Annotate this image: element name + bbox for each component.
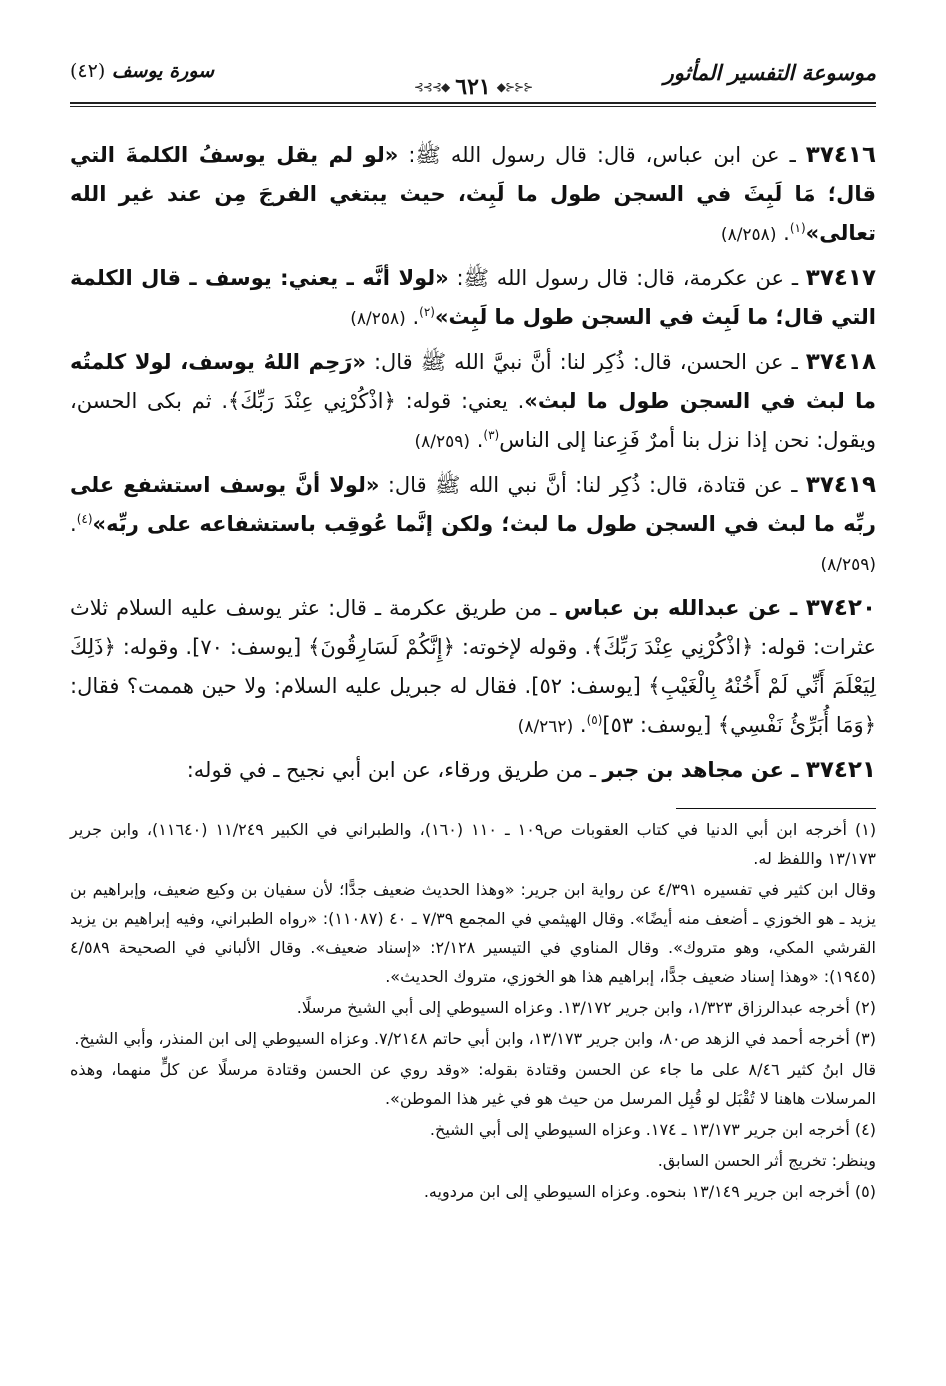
header-rule	[70, 102, 876, 104]
entry-text: . ثم بكى الحسن، ويقول: نحن إذا نزل بنا أمرٌ فَزِعنا إلى الناس	[70, 389, 876, 452]
volume-ref: (٨/٢٥٩)	[820, 555, 876, 575]
entry-number: ٣٧٤١٦	[805, 142, 876, 168]
punct: .	[70, 512, 77, 536]
footnote-5: (٥) أخرجه ابن جرير ١٣/١٤٩ بنحوه. وعزاه السيوطي إلى ابن مردويه.	[423, 1182, 876, 1201]
volume-ref: (٨/٢٥٨)	[350, 309, 406, 329]
footnote-3: (٣) أخرجه أحمد في الزهد ص٨٠، وابن جرير ١٣/١٧٣، وابن أبي حاتم ٧/٢١٤٨. وعزاه السيوطي إلى ابن المنذر، وأبي الشيخ.	[74, 1029, 876, 1048]
footnote-4: (٤) أخرجه ابن جرير ١٣/١٧٣ ـ ١٧٤. وعزاه السيوطي إلى أبي الشيخ.	[429, 1120, 876, 1139]
ornament-right-icon: ◆⊱⊱⊱	[496, 80, 533, 94]
entry-37416	[70, 136, 876, 255]
footnote-3-comment: قال ابنُ كثير ٨/٤٦ على ما جاء عن الحسن وقتادة بقوله: «وقد روي عن الحسن وقتادة مرسلًا عن كلٍّ منهما، وهذه المرسلات هاهنا لا تُقْبَل لو قُبِل المرسل من حيث هو في غير هذا الموطن».	[70, 1060, 876, 1108]
punct: .	[579, 713, 587, 737]
ornament-left-icon: ⊰⊰⊰◆	[413, 80, 450, 94]
quran-citation: [يوسف: ٥٢]	[531, 674, 649, 698]
footnote-1-comment: وقال ابن كثير في تفسيره ٤/٣٩١ عن رواية ابن جرير: «وهذا الحديث ضعيف جدًّا؛ لأن سفيان بن وكيع ضعيف، وإبراهيم بن يزيد ـ هو الخوزي ـ أضعف منه أيضًا». وقال الهيثمي في المجمع ٧/٣٩ ـ ٤٠ (١١٠٨٧): «رواه الطبراني، وفيه إبراهيم بن يزيد القرشي المكي، وهو متروك». وقال المناوي في التيسير ٢/١٢٨: «إسناد ضعيف». وقال الألباني في الصحيحة ٤/٥٨٩ (١٩٤٥): «وهذا إسناد ضعيف جدًّا، إبراهيم هذا هو الخوزي، متروك الحديث».	[70, 880, 877, 986]
entry-text: . وقوله لإخوته:	[454, 635, 592, 659]
footnote-ref[interactable]: (٣)	[483, 428, 500, 442]
book-title: موسوعة التفسير المأثور	[663, 60, 876, 85]
page-number: ٦٢١	[455, 74, 491, 100]
volume-ref: (٨/٢٥٨)	[720, 225, 777, 245]
volume-ref: (٨/٢٦٢)	[517, 717, 574, 737]
main-text	[70, 136, 876, 790]
punct: .	[476, 428, 484, 452]
footnote-ref[interactable]: (٤)	[76, 512, 93, 526]
entry-37418	[70, 343, 876, 462]
punct: .	[412, 305, 420, 329]
entry-37417	[70, 259, 876, 339]
entry-37421	[70, 751, 876, 790]
quran-ayah: ﴿ذَلِكَ لِيَعْلَمَ أَنِّي لَمْ أَخُنْهُ بِالْغَيْبِ﴾	[70, 635, 876, 698]
quran-citation: [يوسف: ٧٠]	[192, 635, 309, 659]
quran-ayah: ﴿وَمَا أُبَرِّئُ نَفْسِي﴾	[717, 713, 876, 737]
footnote-ref[interactable]: (٥)	[586, 713, 603, 727]
footnotes	[70, 815, 876, 1206]
footnote-2: (٢) أخرجه عبدالرزاق ١/٣٢٣، وابن جرير ١٣/١٧٢. وعزاه السيوطي إلى أبي الشيخ مرسلًا.	[296, 998, 876, 1017]
entry-source: ـ عن عبدالله بن عباس	[564, 596, 806, 620]
footnote-4-comment: وينظر: تخريج أثر الحسن السابق.	[657, 1151, 876, 1170]
entry-text: . فقال له جبريل عليه السلام: ولا حين هممت؟ فقال:	[70, 674, 532, 698]
footnote-separator	[676, 808, 876, 809]
entry-source: ـ عن مجاهد بن جبر	[602, 758, 806, 782]
entry-text: ـ من طريق ورقاء، عن ابن أبي نجيح ـ في قوله:	[186, 758, 603, 782]
entry-intro: ـ عن قتادة، قال: ذُكِر لنا: أنَّ نبي الله ﷺ قال:	[379, 473, 806, 497]
hadith-quote: «لولا أنَّ يوسف استشفع على ربِّه ما لبث في السجن طول ما لبث؛ ولكن إنَّما عُوقِب باستشفاعه على ربِّه»	[70, 473, 876, 536]
footnote-1: (١) أخرجه ابن أبي الدنيا في كتاب العقوبات ص١٠٩ ـ ١١٠ (١٦٠)، والطبراني في الكبير ١١/٢٤٩ (١١٦٤٠)، وابن جرير ١٣/١٧٣ واللفظ له.	[70, 820, 877, 868]
entry-text: . يعني: قوله:	[395, 389, 525, 413]
hadith-quote: «لولا أنَّه ـ يعني: يوسف ـ قال الكلمة التي قال؛ ما لَبِث في السجن طول ما لَبِث»	[70, 266, 876, 329]
entry-37420	[70, 589, 876, 747]
surah-label	[70, 60, 214, 82]
entry-number: ٣٧٤١٨	[805, 349, 876, 375]
entry-37419	[70, 466, 876, 585]
surah-name: سورة يوسف	[111, 60, 215, 82]
entry-number: ٣٧٤٢١	[805, 757, 876, 783]
surah-number: (٤٢)	[70, 60, 106, 82]
entry-text: ـ من طريق عكرمة ـ قال: عثر يوسف عليه السلام ثلاث عثرات: قوله:	[70, 596, 877, 659]
footnote-ref[interactable]: (١)	[789, 221, 806, 235]
quran-citation: [يوسف: ٥٣]	[602, 713, 718, 737]
quran-ayah: ﴿اذْكُرْنِي عِنْدَ رَبِّكَ﴾	[228, 389, 396, 413]
entry-intro: ـ عن ابن عباس، قال: قال رسول الله ﷺ:	[398, 143, 806, 167]
footnote-ref[interactable]: (٢)	[419, 305, 435, 319]
entry-text: . وقوله:	[115, 635, 193, 659]
entry-number: ٣٧٤٢٠	[805, 595, 876, 621]
book-page	[70, 60, 876, 1208]
entry-intro: ـ عن عكرمة، قال: قال رسول الله ﷺ:	[448, 266, 806, 290]
running-header	[70, 60, 876, 108]
entry-number: ٣٧٤١٩	[805, 472, 876, 498]
hadith-quote: «لو لم يقل يوسفُ الكلمةَ التي قال؛ مَا لَبِثَ في السجن طول ما لَبِث، حيث يبتغي الفرجَ مِن عند غير الله تعالى»	[70, 143, 876, 245]
page-number-block	[414, 74, 532, 100]
hadith-quote: «رَحِم اللهُ يوسف، لولا كلمتُه ما لبث في السجن طول ما لبث»	[70, 350, 876, 413]
quran-ayah: ﴿اذْكُرْنِي عِنْدَ رَبِّكَ﴾	[591, 635, 754, 659]
quran-ayah: ﴿إِنَّكُمْ لَسَارِقُونَ﴾	[308, 635, 455, 659]
entry-number: ٣٧٤١٧	[805, 265, 876, 291]
entry-intro: ـ عن الحسن، قال: ذُكِر لنا: أنَّ نبيَّ الله ﷺ قال:	[365, 350, 806, 374]
punct: .	[783, 221, 790, 245]
volume-ref: (٨/٢٥٩)	[414, 432, 471, 452]
